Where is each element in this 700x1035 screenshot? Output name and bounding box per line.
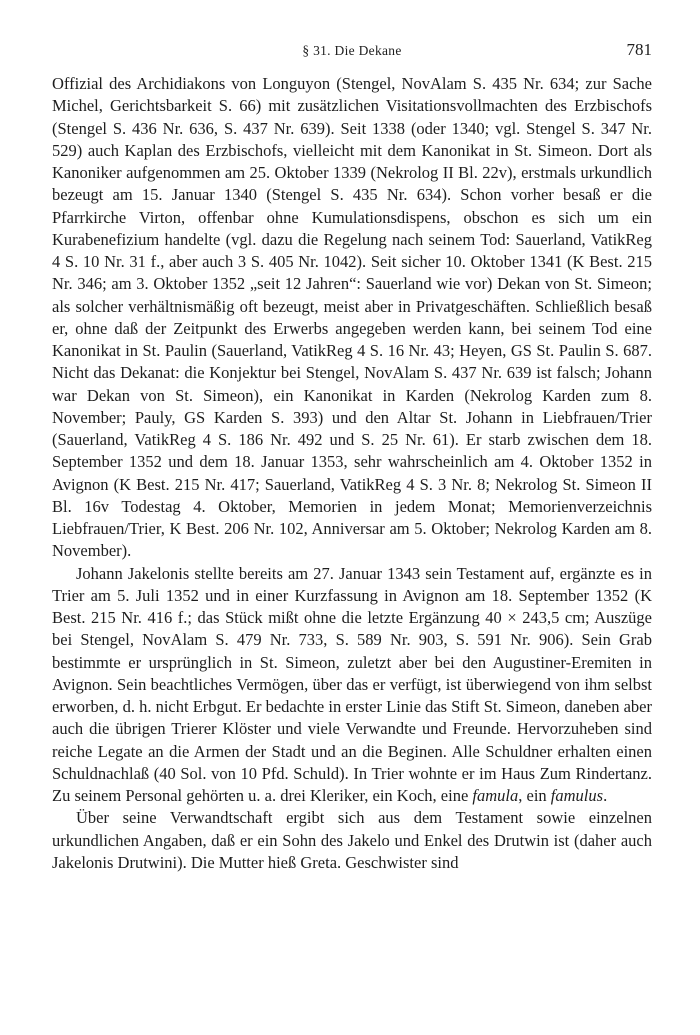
paragraph-2-end: .	[603, 786, 608, 805]
running-title: § 31. Die Dekane	[302, 43, 402, 58]
running-head	[52, 40, 652, 60]
term-famulus: famulus	[550, 786, 604, 805]
paragraph-2-mid: , ein	[518, 786, 551, 805]
body-text	[52, 73, 652, 874]
paragraph-2-text: Johann Jakelonis stellte bereits am 27. Januar 1343 sein Testament auf, ergänzte es in Trier am 5. Juli 1352 und in einer Kurzfassung in Avignon am 18. September 1352 (K Best. 215 Nr. 416 f.; das Stück mißt ohne die letzte Ergänzung 40 × 243,5 cm; Auszüge bei Stengel, NovAlam S. 479 Nr. 733, S. 589 Nr. 903, S. 591 Nr. 906). Sein Grab bestimmte er ursprünglich in St. Simeon, zuletzt aber bei den Augustiner-Eremiten in Avignon. Sein beachtliches Vermögen, über das er verfügt, ist überwiegend von ihm selbst erworben, d. h. nicht Erbgut. Er bedachte in erster Linie das Stift St. Simeon, daneben aber auch die übrigen Trierer Klöster und viele Verwandte und Freunde. Hervorzuheben sind reiche Legate an die Armen der Stadt und an die Beginen. Alle Schuldner erhalten einen Schuldnachlaß (40 Sol. von 10 Pfd. Schuld). In Trier wohnte er im Haus Zum Rindertanz. Zu seinem Personal gehörten u. a. drei Kleriker, ein Koch, eine	[52, 563, 652, 805]
paragraph-2	[52, 563, 652, 808]
paragraph-3: Über seine Verwandtschaft ergibt sich aus dem Testament sowie einzelnen urkundlichen Angaben, daß er ein Sohn des Jakelo und Enkel des Drutwin ist (daher auch Jakelonis Drutwini). Die Mutter hieß Greta. Geschwister sind	[52, 808, 652, 872]
term-famula: famula	[472, 786, 519, 805]
paragraph-1: Offizial des Archidiakons von Longuyon (Stengel, NovAlam S. 435 Nr. 634; zur Sache Michel, Gerichtsbarkeit S. 66) mit zusätzlichen Visitationsvollmachten des Erzbischofs (Stengel S. 436 Nr. 636, S. 437 Nr. 639). Seit 1338 (oder 1340; vgl. Stengel S. 347 Nr. 529) auch Kaplan des Erzbischofs, vielleicht mit dem Kanonikat in St. Simeon. Dort als Kanoniker aufgenommen am 25. Oktober 1339 (Nekrolog II Bl. 22v), erstmals urkundlich bezeugt am 15. Januar 1340 (Stengel S. 435 Nr. 634). Schon vorher besaß er die Pfarrkirche Virton, offenbar ohne Kumulationsdispens, obschon es sich um ein Kurabenefizium handelte (vgl. dazu die Regelung nach seinem Tod: Sauerland, VatikReg 4 S. 10 Nr. 31 f., aber auch 3 S. 405 Nr. 1042). Seit sicher 10. Oktober 1341 (K Best. 215 Nr. 346; am 3. Oktober 1352 „seit 12 Jahren“: Sauerland wie vor) Dekan von St. Simeon; als solcher verhältnismäßig oft bezeugt, meist aber in Privatgeschäften. Schließlich besaß er, ohne daß der Zeitpunkt des Erwerbs angegeben werden kann, bei seinem Tod eine Kanonikat in St. Paulin (Sauerland, VatikReg 4 S. 16 Nr. 43; Heyen, GS St. Paulin S. 687. Nicht das Dekanat: die Konjektur bei Stengel, NovAlam S. 437 Nr. 639 ist falsch; Johann war Dekan von St. Simeon), ein Kanonikat in Karden (Nekrolog Karden zum 8. November; Pauly, GS Karden S. 393) und den Altar St. Johann in Liebfrauen/Trier (Sauerland, VatikReg 4 S. 186 Nr. 492 und S. 25 Nr. 61). Er starb zwischen dem 18. September 1352 und dem 18. Januar 1353, sehr wahrscheinlich am 4. Oktober 1352 in Avignon (K Best. 215 Nr. 417; Sauerland, VatikReg 4 S. 3 Nr. 8; Nekrolog St. Simeon II Bl. 16v Todestag 4. Oktober, Memorien in jedem Monat; Memorienverzeichnis Liebfrauen/Trier, K Best. 206 Nr. 102, Anniversar am 5. Oktober; Nekrolog Karden am 8. November).	[52, 74, 652, 561]
page-number: 781	[626, 40, 652, 59]
